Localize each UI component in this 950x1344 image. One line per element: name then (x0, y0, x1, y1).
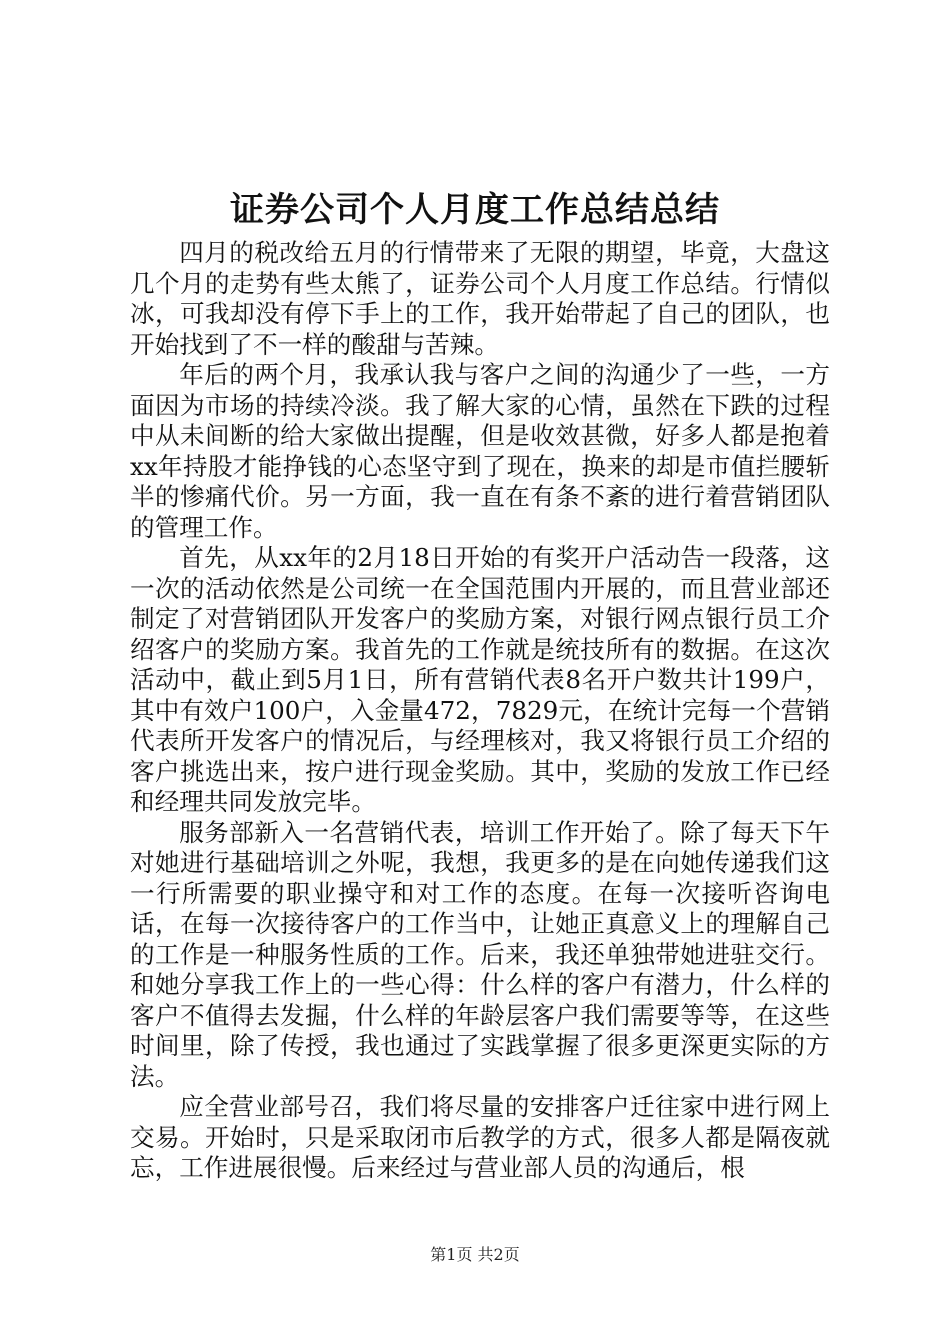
paragraph-5: 应全营业部号召，我们将尽量的安排客户迁往家中进行网上交易。开始时，只是采取闭市后教学的方式，很多人都是隔夜就忘，工作进展很慢。后来经过与营业部人员的沟通后，根 (130, 1092, 830, 1182)
document-title: 证券公司个人月度工作总结总结 (230, 190, 720, 230)
document-body (130, 238, 830, 1184)
page-indicator: 第1页 共2页 (430, 1245, 520, 1264)
paragraph-4: 服务部新入一名营销代表，培训工作开始了。除了每天下午对她进行基础培训之外呢，我想，我更多的是在向她传递我们这一行所需要的职业操守和对工作的态度。在每一次接听咨询电话，在每一次接待客户的工作当中，让她正真意义上的理解自己的工作是一种服务性质的工作。后来，我还单独带她进驻交行。和她分享我工作上的一些心得：什么样的客户有潜力，什么样的客户不值得去发掘，什么样的年龄层客户我们需要等等，在这些时间里，除了传授，我也通过了实践掌握了很多更深更实际的方法。 (130, 817, 830, 1091)
paragraph-1: 四月的税改给五月的行情带来了无限的期望，毕竟，大盘这几个月的走势有些太熊了，证券公司个人月度工作总结。行情似冰，可我却没有停下手上的工作，我开始带起了自己的团队，也开始找到了不一样的酸甜与苦辣。 (130, 238, 830, 359)
paragraph-3: 首先，从xx年的2月18日开始的有奖开户活动告一段落，这一次的活动依然是公司统一在全国范围内开展的，而且营业部还制定了对营销团队开发客户的奖励方案，对银行网点银行员工介绍客户的奖励方案。我首先的工作就是统技所有的数据。在这次活动中，截止到5月1日，所有营销代表8名开户数共计199户，其中有效户100户，入金量472，7829元，在统计完每一个营销代表所开发客户的情况后，与经理核对，我又将银行员工介绍的客户挑选出来，按户进行现金奖励。其中，奖励的发放工作已经和经理共同发放完毕。 (130, 543, 830, 816)
paragraph-2: 年后的两个月，我承认我与客户之间的沟通少了一些，一方面因为市场的持续冷淡。我了解大家的心情，虽然在下跌的过程中从未间断的给大家做出提醒，但是收效甚微，好多人都是抱着xx年持股才能挣钱的心态坚守到了现在，换来的却是市值拦腰斩半的惨痛代价。另一方面，我一直在有条不紊的进行着营销团队的管理工作。 (130, 360, 830, 542)
